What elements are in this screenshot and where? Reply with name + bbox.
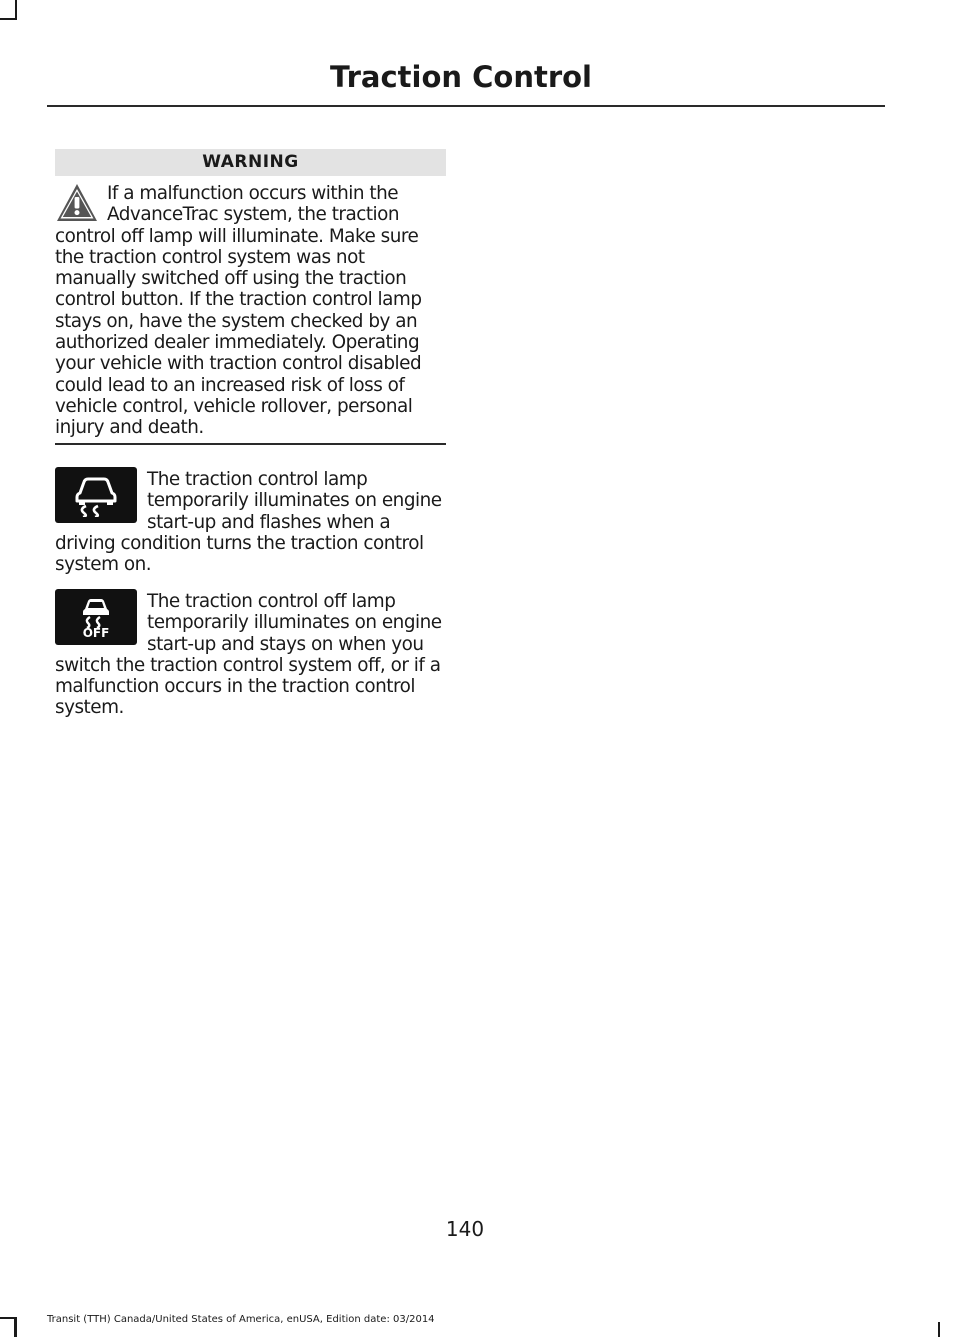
warning-text: If a malfunction occurs within the AdvanceTrac system, the traction control off lamp will illuminate. Make sure the traction control system was not manually switched off using the traction control button. If the traction control lamp stays on, have the system checked by an authorized dealer immediately. Operating your vehicle with traction control disabled could lead to an increased risk of loss of vehicle control, vehicle rollover, personal injury and death. (55, 183, 422, 439)
warning-heading: WARNING (55, 149, 446, 176)
lamp-description: The traction control off lamp temporarily illuminates on engine start-up and stays on when you switch the traction control system off, or if a malfunction occurs in the traction control system. (55, 591, 442, 719)
off-badge: OFF (82, 626, 110, 640)
crop-mark (14, 1318, 16, 1337)
lamp-item (55, 467, 446, 575)
crop-mark (0, 18, 16, 20)
page-title: Traction Control (329, 60, 592, 94)
warning-triangle-icon (55, 181, 99, 225)
crop-mark (938, 1322, 940, 1337)
skidding-car-icon (66, 473, 126, 517)
traction-control-lamp-icon (55, 467, 137, 523)
crop-mark (15, 0, 17, 20)
skidding-car-icon (76, 595, 116, 629)
lamp-description: The traction control lamp temporarily illuminates on engine start-up and flashes when a driving condition turns the traction control system on. (55, 469, 442, 576)
lamp-item (55, 589, 446, 719)
traction-control-off-lamp-icon (55, 589, 137, 645)
header-rule (47, 105, 885, 107)
page-number: 140 (445, 1217, 485, 1241)
footer-text: Transit (TTH) Canada/United States of America, enUSA, Edition date: 03/2014 (47, 1314, 435, 1325)
warning-bottom-rule (55, 443, 446, 445)
